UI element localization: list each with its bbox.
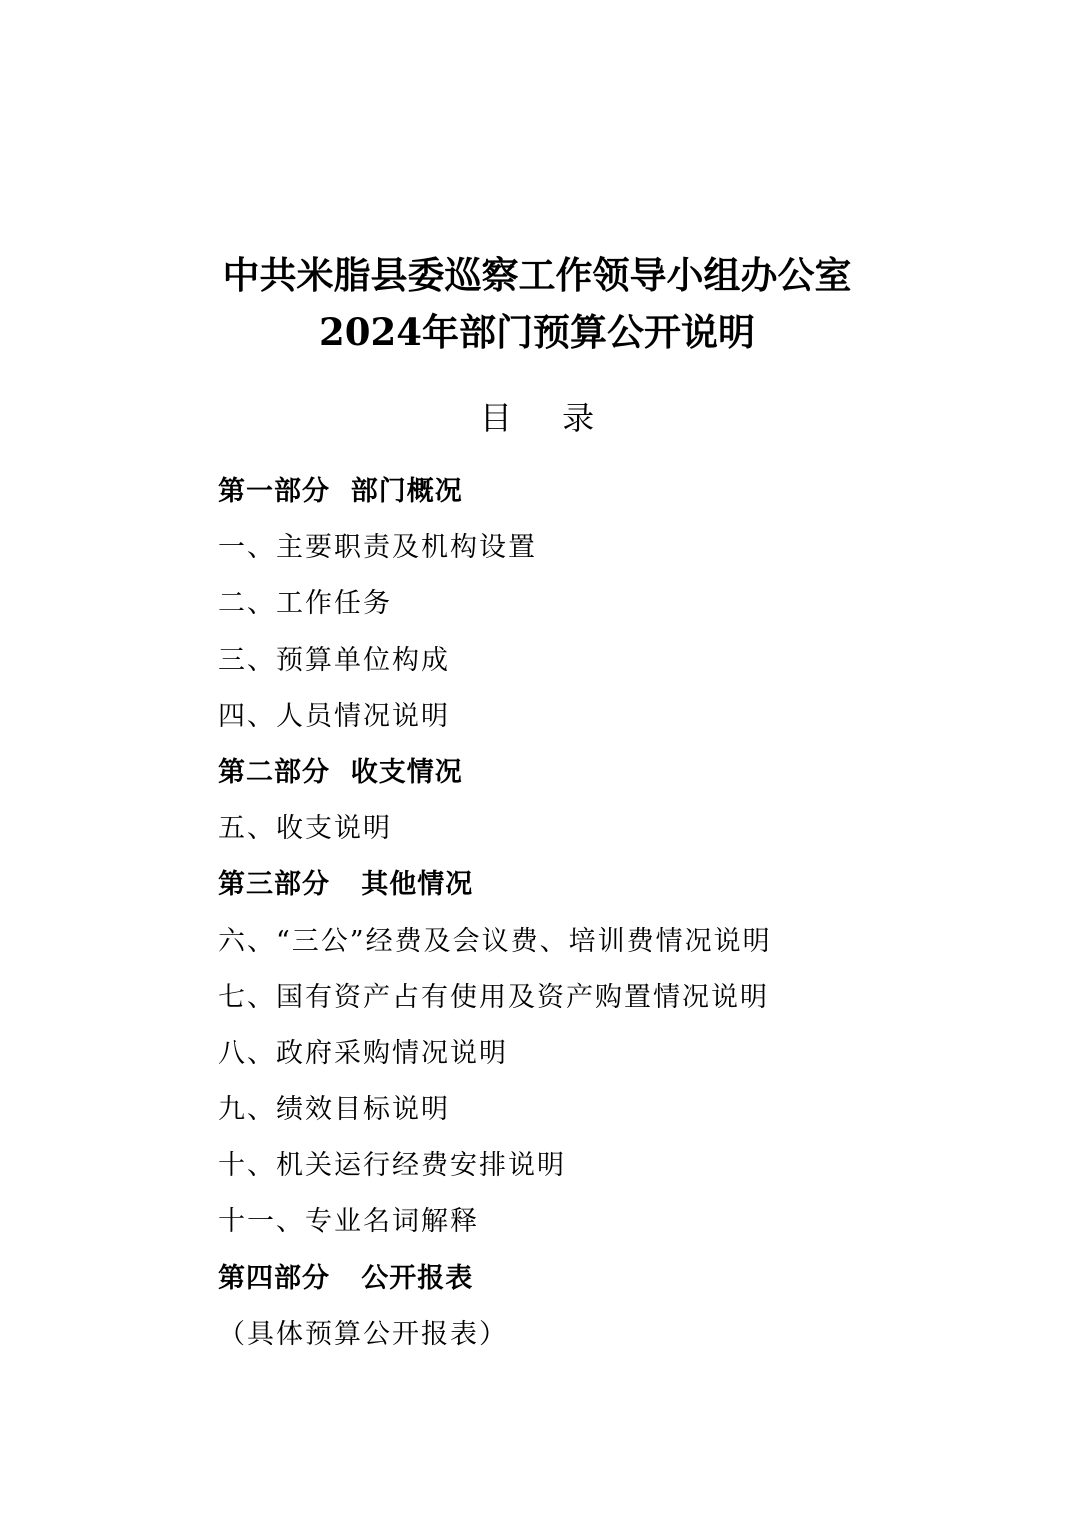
toc-part-4: 第四部分 公开报表	[218, 1262, 474, 1294]
toc-part-1: 第一部分 部门概况	[218, 476, 463, 507]
toc-part-3: 第三部分 其他情况	[218, 869, 474, 901]
toc-item-10: 十、机关运行经费安排说明	[218, 1150, 566, 1182]
toc-item-7: 七、国有资产占有使用及资产购置情况说明	[218, 981, 769, 1013]
toc-item-6: 六、“三公”经费及会议费、培训费情况说明	[218, 925, 772, 957]
toc-item-8: 八、政府采购情况说明	[218, 1037, 508, 1069]
toc-heading: 目 录	[479, 399, 615, 437]
toc-item-9: 九、绩效目标说明	[218, 1094, 450, 1126]
toc-item-12: （具体预算公开报表）	[218, 1318, 508, 1350]
document-title-line1: 中共米脂县委巡察工作领导小组办公室	[222, 253, 852, 297]
toc-item-1: 一、主要职责及机构设置	[218, 532, 537, 564]
toc-part-2: 第二部分 收支情况	[218, 756, 463, 788]
toc-item-5: 五、收支说明	[218, 813, 392, 845]
toc-item-4: 四、人员情况说明	[218, 700, 450, 732]
toc-item-3: 三、预算单位构成	[218, 644, 450, 676]
toc-item-11: 十一、专业名词解释	[218, 1206, 479, 1238]
document-title-line2: 2024年部门预算公开说明	[319, 310, 755, 354]
toc-item-2: 二、工作任务	[218, 588, 392, 620]
table-of-contents	[218, 470, 1018, 1369]
